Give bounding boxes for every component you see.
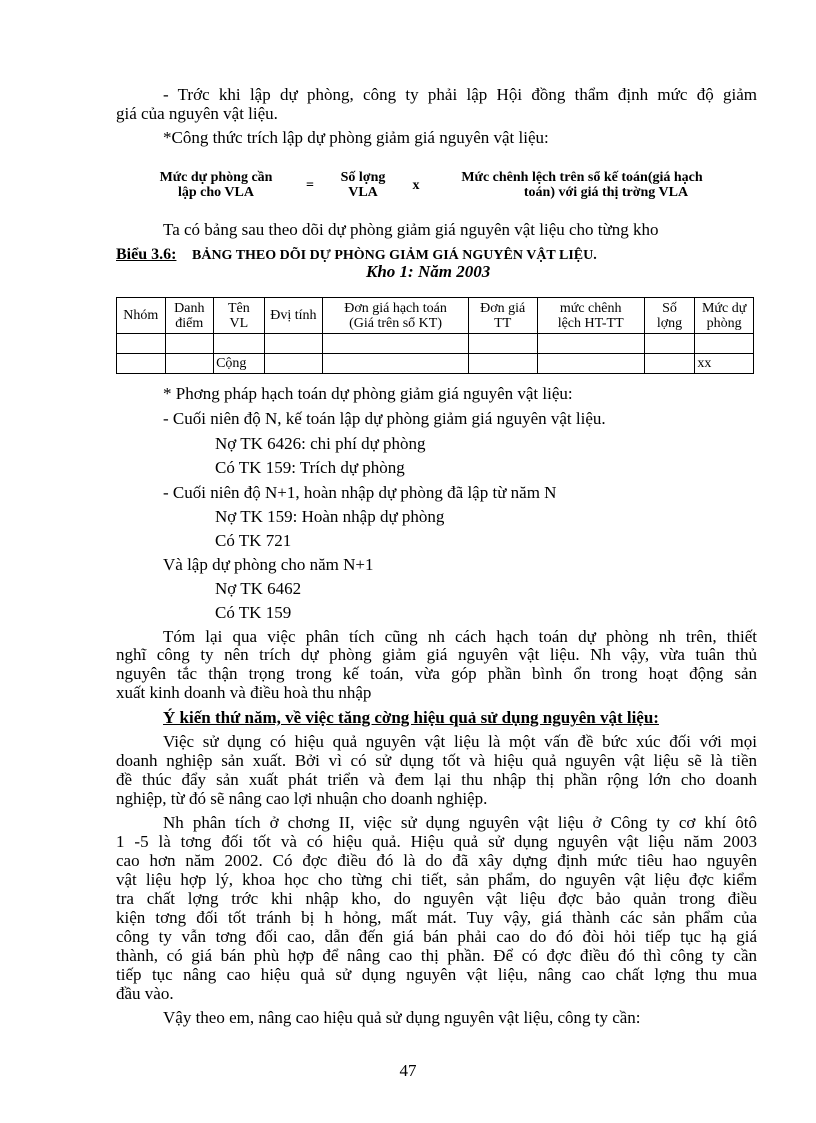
table-title: BẢNG THEO DÕI DỰ PHÒNG GIẢM GIÁ NGUYÊN VẬT LIỆU.	[192, 248, 597, 263]
header-cell: Đơn giá TT	[468, 298, 537, 334]
formula-right	[432, 170, 732, 200]
paragraph-line: đề thúc đẩy sản xuất phát triển và đem lại thu nhập thị phần rộng lớn cho doanh	[116, 770, 757, 789]
paragraph-line: tiếp tục nâng cao hiệu quả sử dụng nguyên vật liệu, nâng cao chất lợng thu mua	[116, 965, 757, 984]
formula-middle-line-2: VLA	[348, 185, 378, 200]
method-line: Có TK 159	[215, 603, 292, 622]
method-line: Nợ TK 6426: chi phí dự phòng	[215, 434, 426, 453]
formula-right-line-1: Mức chênh lệch trên sổ kế toán(giá hạch	[461, 170, 703, 185]
header-cell: Nhóm	[117, 298, 166, 334]
formula-intro: *Công thức trích lập dự phòng giảm giá nguyên vật liệu:	[163, 128, 549, 147]
table-header-row	[117, 298, 754, 334]
header-cell: Số lợng	[644, 298, 695, 334]
header-cell: mức chênh lệch HT-TT	[537, 298, 644, 334]
header-cell: Đvị tính	[264, 298, 323, 334]
paragraph-line: kiện tơng đối tốt tránh bị h hỏng, mất mát. Tuy vậy, giá thành các sản phẩm của	[116, 908, 757, 927]
method-heading: * Phơng pháp hạch toán dự phòng giảm giá nguyên vật liệu:	[163, 384, 573, 403]
method-line: Nợ TK 6462	[215, 579, 302, 598]
header-cell: Đơn giá hạch toán (Giá trên sổ KT)	[323, 298, 469, 334]
formula-left	[146, 170, 286, 200]
paragraph-line: Việc sử dụng có hiệu quả nguyên vật liệu là một vấn đề bức xúc đối với mọi	[163, 732, 757, 751]
formula-right-line-2: toán) với giá thị trờng VLA	[523, 185, 689, 200]
table-row-total	[117, 354, 754, 374]
formula-left-line-1: Mức dự phòng cần	[159, 170, 273, 185]
method-line: Có TK 721	[215, 531, 292, 550]
paragraph-line: tra chất lợng trớc khi nhập kho, do nguyên vật liệu đợc bảo quản trong điều	[116, 889, 757, 908]
intro-line-2: giá của nguyên vật liệu.	[116, 104, 278, 123]
paragraph-line: 1 -5 là tơng đối tốt và có hiệu quả. Hiệu quả sử dụng nguyên vật liệu năm 2003	[116, 832, 757, 851]
method-line: - Cuối niên độ N+1, hoàn nhập dự phòng đã lập từ năm N	[163, 483, 557, 502]
table-label: Biểu 3.6:	[116, 246, 177, 263]
closing-line: Vậy theo em, nâng cao hiệu quả sử dụng nguyên vật liệu, công ty cần:	[163, 1008, 641, 1027]
paragraph-line: nghiệp, từ đó sẽ nâng cao lợi nhuận cho doanh nghiệp.	[116, 789, 488, 808]
method-line: Và lập dự phòng cho năm N+1	[163, 555, 374, 574]
paragraph-line: Nh phân tích ở chơng II, việc sử dụng nguyên vật liệu ở Công ty cơ khí ôtô	[163, 813, 757, 832]
table-row-empty	[117, 334, 754, 354]
formula-middle	[328, 170, 398, 200]
summary-line: xuất kinh doanh và điều hoà thu nhập	[116, 683, 372, 702]
paragraph-line: vật liệu hợp lý, khoa học cho từng chi tiết, sản phẩm, do nguyên vật liệu đợc kiểm	[116, 870, 757, 889]
total-value: xx	[695, 354, 754, 374]
paragraph-line: thành, có giá bán phù hợp để nâng cao thị phần. Để có đợc điều đó thì công ty cần	[116, 946, 757, 965]
header-cell: Mức dự phòng	[695, 298, 754, 334]
paragraph-line: đầu vào.	[116, 984, 174, 1003]
section-heading: Ý kiến thứ năm, về việc tăng cờng hiệu quả sử dụng nguyên vật liệu:	[163, 708, 659, 727]
formula-equals: =	[306, 178, 314, 193]
provision-table	[116, 297, 754, 374]
header-cell: Danh điểm	[165, 298, 214, 334]
summary-line: nghĩ công ty nên trích dự phòng giảm giá nguyên vật liệu. Nh vậy, vừa tuân thủ	[116, 645, 757, 664]
total-label: Cộng	[214, 354, 265, 374]
header-cell: Tên VL	[214, 298, 265, 334]
intro-line-1: - Trớc khi lập dự phòng, công ty phải lập Hội đồng thẩm định mức độ giảm	[163, 85, 757, 104]
paragraph-line: doanh nghiệp sản xuất. Bởi vì có sử dụng tốt và hiệu quả nguyên vật liệu sẽ là tiền	[116, 751, 757, 770]
summary-line: Tóm lại qua việc phân tích cũng nh cách hạch toán dự phòng nh trên, thiết	[163, 627, 757, 646]
table-intro: Ta có bảng sau theo dõi dự phòng giảm giá nguyên vật liệu cho từng kho	[163, 220, 659, 239]
method-line: - Cuối niên độ N, kế toán lập dự phòng giảm giá nguyên vật liệu.	[163, 409, 606, 428]
method-line: Có TK 159: Trích dự phòng	[215, 458, 405, 477]
page-number: 47	[399, 1061, 417, 1080]
formula-left-line-2: lập cho VLA	[178, 185, 254, 200]
table-subtitle: Kho 1: Năm 2003	[366, 262, 491, 281]
paragraph-line: công ty vẫn tơng đối cao, dẫn đến giá bán phải cao do đó đòi hỏi tiếp tục hạ giá	[116, 927, 757, 946]
formula-middle-line-1: Số lợng	[340, 170, 386, 185]
paragraph-line: cao hơn năm 2002. Có đợc điều đó là do đã xây dựng định mức tiêu hao nguyên	[116, 851, 757, 870]
summary-line: nguyên tắc thận trọng trong kế toán, vừa góp phần bình ổn trong hoạt động sản	[116, 664, 757, 683]
formula-times: x	[412, 178, 420, 193]
method-line: Nợ TK 159: Hoàn nhập dự phòng	[215, 507, 445, 526]
